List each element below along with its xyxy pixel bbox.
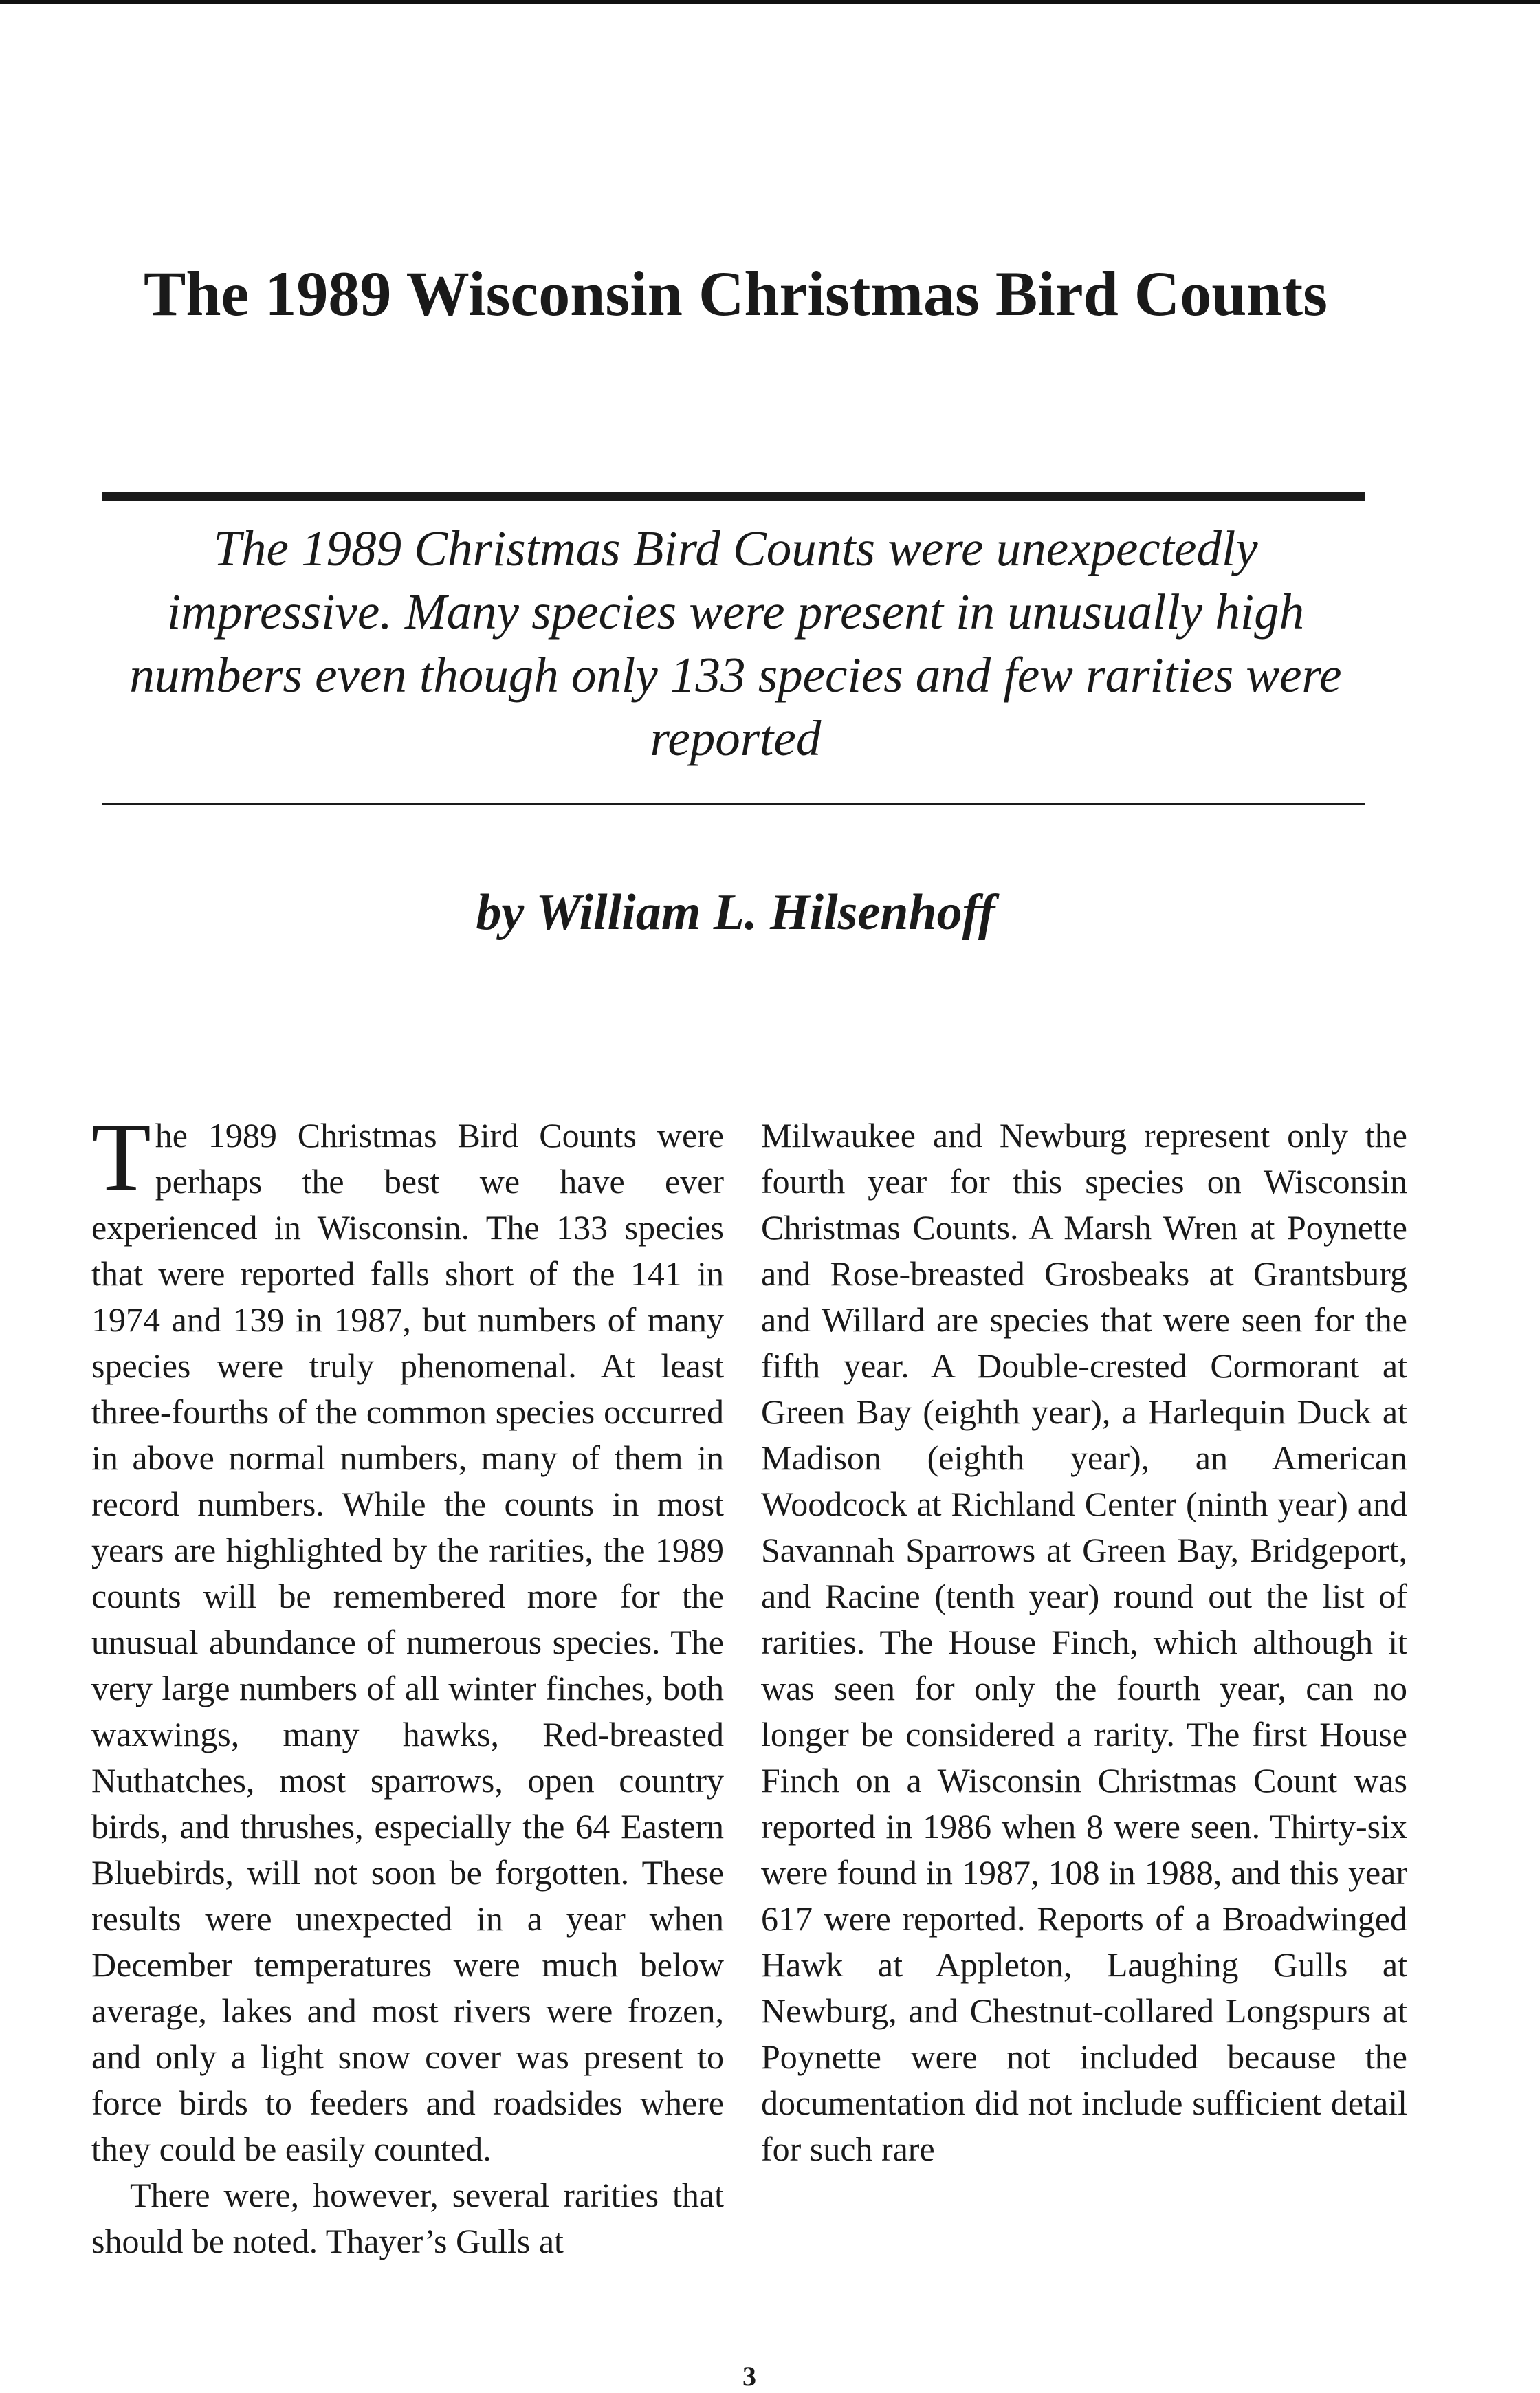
article-abstract: The 1989 Christmas Bird Counts were unexpectedly impressive. Many species were present in unusually high numbers even though only 133 species and few rarities were reported: [129, 521, 1342, 766]
paragraph-1-text: he 1989 Christmas Bird Counts were perhaps the best we have ever experienced in Wisconsin. The 133 species that were reported falls short of the 141 in 1974 and 139 in 1987, but numbers of many species were truly phenomenal. At least three-fourths of the common species occurred in above normal numbers, many of them in record numbers. While the counts in most years are highlighted by the rarities, the 1989 counts will be remembered more for the unusual abundance of numerous species. The very large numbers of all winter finches, both waxwings, many hawks, Red-breasted Nuthatches, most sparrows, open country birds, and thrushes, especially the 64 Eastern Bluebirds, will not soon be forgotten. These results were unexpected in a year when December temperatures were much below average, lakes and most rivers were frozen, and only a light snow cover was present to force birds to feeders and roadsides where they could be easily counted.: [91, 1116, 724, 2168]
body-paragraph-2: There were, however, several rarities that should be noted. Thayer’s Gulls at: [91, 2176, 724, 2260]
top-border-rule: [0, 0, 1540, 4]
body-paragraph-1: [91, 1102, 724, 2172]
article-title: The 1989 Wisconsin Christmas Bird Counts: [144, 259, 1328, 329]
page-number: 3: [742, 2361, 756, 2392]
body-column-left: [91, 1102, 724, 2264]
abstract-bottom-rule: [102, 803, 1365, 805]
drop-cap: T: [91, 1102, 151, 1211]
body-paragraph-3: Milwaukee and Newburg represent only the fourth year for this species on Wisconsin Christmas Counts. A Marsh Wren at Poynette and Rose-breasted Grosbeaks at Grantsburg and Willard are species that were seen for the fifth year. A Double-crested Cormorant at Green Bay (eighth year), a Harlequin Duck at Madison (eighth year), an American Woodcock at Richland Center (ninth year) and Savannah Sparrows at Green Bay, Bridgeport, and Racine (tenth year) round out the list of rarities. The House Finch, which although it was seen for only the fourth year, can no longer be considered a rarity. The first House Finch on a Wisconsin Christmas Count was reported in 1986 when 8 were seen. Thirty-six were found in 1987, 108 in 1988, and this year 617 were reported. Reports of a Broadwinged Hawk at Appleton, Laughing Gulls at Newburg, and Chestnut-collared Longspurs at Poynette were not included because the documentation did not include sufficient detail for such rare: [761, 1116, 1407, 2168]
body-column-right: [761, 1113, 1407, 2172]
author-byline: by William L. Hilsenhoff: [476, 884, 996, 941]
abstract-top-rule: [102, 492, 1365, 501]
